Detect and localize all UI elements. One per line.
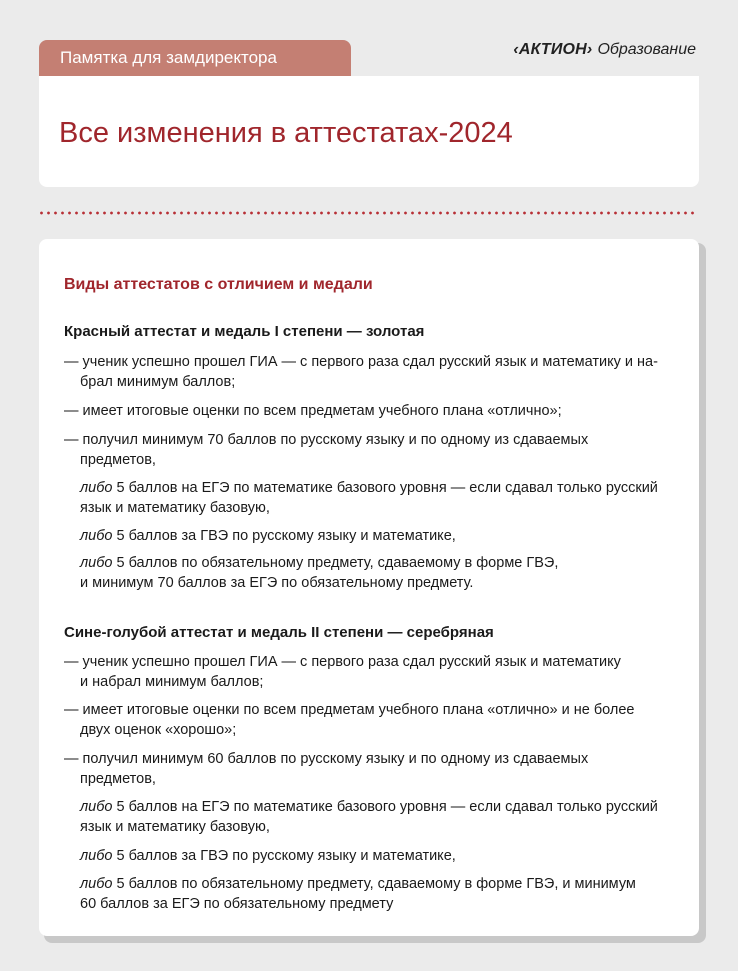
silver-heading: Сине-голубой аттестат и медаль II степени — серебряная bbox=[64, 624, 494, 641]
gold-bullet-2: — имеет итоговые оценки по всем предметам учебного плана «отлично»; bbox=[64, 403, 562, 419]
gold-bullet-1-line-1: — ученик успешно прошел ГИА — с первого раза сдал русский язык и математику и на- bbox=[64, 354, 658, 370]
silver-bullet-1-line-2: и набрал минимум баллов; bbox=[80, 674, 264, 690]
silver-alt-3-text: 5 баллов по обязательному предмету, сдаваемому в форме ГВЭ, и минимум bbox=[112, 876, 636, 892]
gold-alt-2-text: 5 баллов за ГВЭ по русскому языку и математике, bbox=[112, 528, 456, 544]
gold-alt-3-line-2: и минимум 70 баллов за ЕГЭ по обязательному предмету. bbox=[80, 575, 474, 591]
gold-bullet-3-line-2: предметов, bbox=[80, 452, 156, 468]
page-title: Все изменения в аттестатах-2024 bbox=[59, 117, 513, 149]
brand-logo bbox=[513, 40, 696, 60]
silver-alt-1-text: 5 баллов на ЕГЭ по математике базового уровня — если сдавал только русский bbox=[112, 799, 658, 815]
silver-alt-3-line-1 bbox=[80, 874, 685, 894]
brand-logo-mark: ‹АКТИОН› bbox=[513, 41, 593, 58]
silver-bullet-3-line-1: — получил минимум 60 баллов по русскому языку и по одному из сдаваемых bbox=[64, 751, 589, 767]
silver-bullet-2-line-1: — имеет итоговые оценки по всем предметам учебного плана «отлично» и не более bbox=[64, 702, 635, 718]
gold-alt-1-line-1 bbox=[80, 478, 685, 498]
gold-alt-3-text: 5 баллов по обязательному предмету, сдаваемому в форме ГВЭ, bbox=[112, 555, 559, 571]
silver-bullet-2-line-2: двух оценок «хорошо»; bbox=[80, 722, 237, 738]
silver-alt-1-line-1 bbox=[80, 797, 685, 817]
gold-heading: Красный аттестат и медаль I степени — золотая bbox=[64, 323, 425, 340]
gold-bullet-3-line-1: — получил минимум 70 баллов по русскому языку и по одному из сдаваемых bbox=[64, 432, 589, 448]
brand-logo-subtitle: Образование bbox=[597, 41, 696, 58]
silver-alt-1-word: либо bbox=[80, 799, 113, 815]
silver-alt-1-line-2: язык и математику базовую, bbox=[80, 819, 270, 835]
gold-alt-1-word: либо bbox=[80, 480, 113, 496]
silver-alt-3-line-2: 60 баллов за ЕГЭ по обязательному предмету bbox=[80, 896, 394, 912]
silver-bullet-1-line-1: — ученик успешно прошел ГИА — с первого раза сдал русский язык и математику bbox=[64, 654, 621, 670]
silver-alt-3-word: либо bbox=[80, 876, 113, 892]
gold-alt-1-line-2: язык и математику базовую, bbox=[80, 500, 270, 516]
silver-bullet-3-line-2: предметов, bbox=[80, 771, 156, 787]
gold-alt-1-text: 5 баллов на ЕГЭ по математике базового уровня — если сдавал только русский bbox=[112, 480, 658, 496]
silver-alt-2 bbox=[80, 846, 685, 866]
gold-alt-2-word: либо bbox=[80, 528, 113, 544]
gold-alt-2 bbox=[80, 526, 685, 546]
gold-alt-3-line-1 bbox=[80, 553, 685, 573]
dotted-divider bbox=[38, 211, 698, 215]
silver-alt-2-word: либо bbox=[80, 848, 113, 864]
silver-alt-2-text: 5 баллов за ГВЭ по русскому языку и математике, bbox=[112, 848, 456, 864]
gold-bullet-1-line-2: брал минимум баллов; bbox=[80, 374, 236, 390]
section-title: Виды аттестатов с отличием и медали bbox=[64, 276, 373, 293]
gold-alt-3-word: либо bbox=[80, 555, 113, 571]
document-tag: Памятка для замдиректора bbox=[39, 40, 351, 76]
